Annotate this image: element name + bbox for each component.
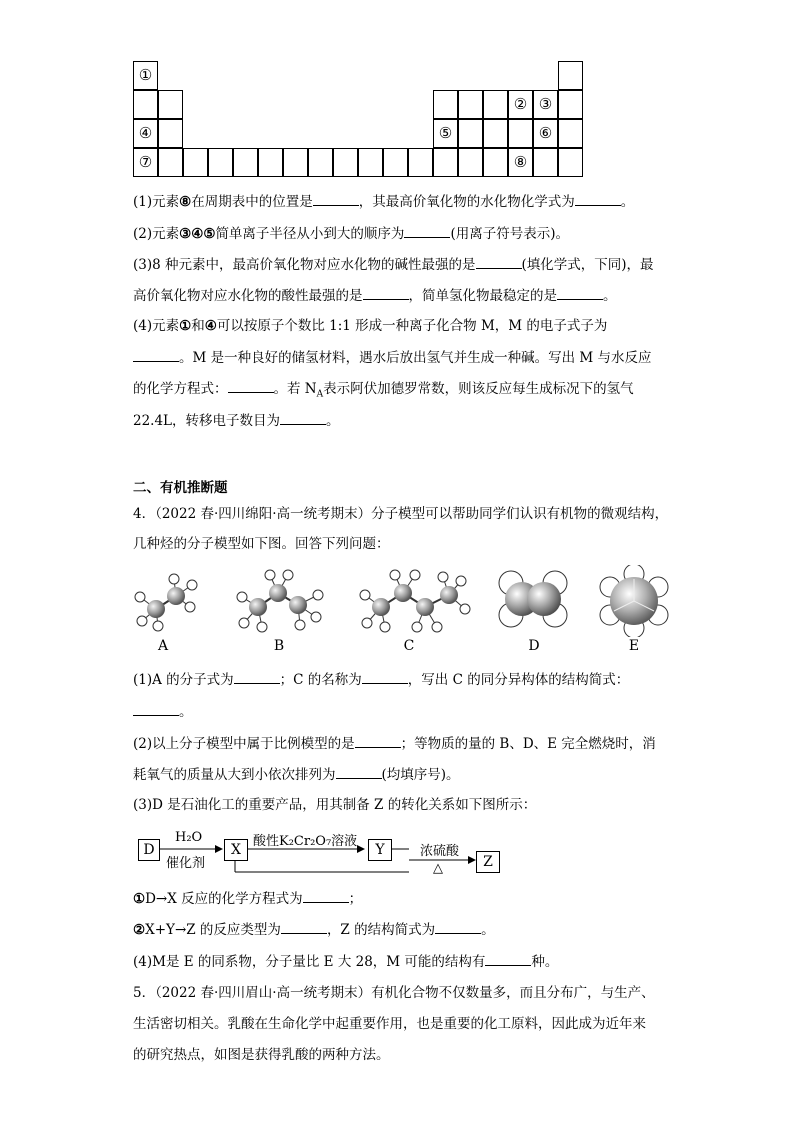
molecule-label-d: D bbox=[528, 638, 540, 654]
molecule-c-ball-stick bbox=[357, 565, 472, 637]
element-marker-4: ④ bbox=[133, 119, 158, 148]
periodic-table-cell bbox=[458, 148, 483, 177]
periodic-table-cell bbox=[558, 119, 583, 148]
q3-part4-line4: 22.4L，转移电子数目为 。 bbox=[133, 410, 340, 431]
answer-blank[interactable] bbox=[362, 669, 408, 684]
element-marker-8: ⑧ bbox=[508, 148, 533, 177]
flow-label-catalyst: 催化剂 bbox=[166, 856, 206, 871]
q4-part2-line1: (2)以上分子模型中属于比例模型的是 ；等物质的量的 B、D、E 完全燃烧时，消 bbox=[133, 733, 656, 754]
answer-blank[interactable] bbox=[280, 410, 326, 425]
molecule-e-space-filling bbox=[598, 565, 670, 637]
periodic-table-cell bbox=[408, 148, 433, 177]
q4-part4: (4)M是 E 的同系物，分子量比 E 大 28，M 可能的结构有 种。 bbox=[133, 951, 558, 972]
answer-blank[interactable] bbox=[404, 223, 450, 238]
molecule-d-space-filling bbox=[497, 565, 569, 635]
element-marker-2: ② bbox=[508, 90, 533, 119]
q4-part2-line2: 耗氧气的质量从大到小依次排列为 (均填序号)。 bbox=[133, 764, 460, 785]
q4-part1-line2: 。 bbox=[133, 701, 193, 722]
q5-line3: 的研究热点，如图是获得乳酸的两种方法。 bbox=[133, 1047, 390, 1063]
periodic-table-cell bbox=[158, 119, 183, 148]
periodic-table-cell bbox=[283, 148, 308, 177]
periodic-table-cell bbox=[558, 61, 583, 90]
q3-part2: (2)元素③④⑤简单离子半径从小到大的顺序为 (用离子符号表示)。 bbox=[133, 223, 569, 244]
periodic-table-cell bbox=[458, 119, 483, 148]
periodic-table-cell bbox=[358, 148, 383, 177]
q4-part3: (3)D 是石油化工的重要产品，用其制备 Z 的转化关系如下图所示： bbox=[133, 797, 537, 813]
flow-label-heat: △ bbox=[433, 861, 443, 876]
periodic-table-cell bbox=[433, 148, 458, 177]
periodic-table-cell bbox=[483, 119, 508, 148]
answer-blank[interactable] bbox=[435, 919, 481, 934]
periodic-table-cell bbox=[508, 119, 533, 148]
answer-blank[interactable] bbox=[355, 733, 401, 748]
flow-label-oxidant: 酸性K₂Cr₂O₇溶液 bbox=[253, 834, 358, 849]
molecule-label-e: E bbox=[628, 638, 640, 654]
answer-blank[interactable] bbox=[281, 919, 327, 934]
answer-blank[interactable] bbox=[303, 888, 349, 903]
flow-box-d: D bbox=[138, 839, 160, 861]
q3-part4-line2: 。M 是一种良好的储氢材料，遇水后放出氢气并生成一种碱。写出 M 与水反应 bbox=[133, 347, 652, 368]
molecule-label-c: C bbox=[403, 638, 415, 654]
q4-intro-line2: 几种烃的分子模型如下图。回答下列问题： bbox=[133, 536, 390, 552]
q4-part1-line1: (1)A 的分子式为 ；C 的名称为 ，写出 C 的同分异构体的结构简式： bbox=[133, 669, 629, 690]
q3-part1: (1)元素⑧在周期表中的位置是 ，其最高价氧化物的水化物化学式为 。 bbox=[133, 191, 634, 212]
periodic-table-cell bbox=[158, 148, 183, 177]
answer-blank[interactable] bbox=[557, 285, 603, 300]
answer-blank[interactable] bbox=[575, 191, 621, 206]
periodic-table-cell bbox=[333, 148, 358, 177]
element-marker-3: ③ bbox=[533, 90, 558, 119]
q5-line1: 5．（2022 春·四川眉山·高一统考期末）有机化合物不仅数量多，而且分布广，与生产、 bbox=[133, 985, 655, 1001]
flow-box-y: Y bbox=[368, 839, 392, 861]
element-marker-7: ⑦ bbox=[133, 148, 158, 177]
q5-line2: 生活密切相关。乳酸在生命化学中起重要作用，也是重要的化工原料，因此成为近年来 bbox=[133, 1016, 646, 1032]
q3-part4-line3: 的化学方程式： 。若 $N_A$表示阿伏加德罗常数，则该反应每生成标况下的氢气 bbox=[133, 378, 634, 405]
periodic-table-cell bbox=[533, 148, 558, 177]
periodic-table-cell bbox=[258, 148, 283, 177]
answer-blank[interactable] bbox=[485, 951, 531, 966]
answer-blank[interactable] bbox=[476, 254, 522, 269]
element-marker-1: ① bbox=[133, 61, 158, 90]
periodic-table-cell bbox=[383, 148, 408, 177]
q3-part3-line2: 高价氧化物对应水化物的酸性最强的是 ，简单氢化物最稳定的是 。 bbox=[133, 285, 617, 306]
periodic-table-cell bbox=[558, 148, 583, 177]
molecule-label-b: B bbox=[273, 638, 285, 654]
molecule-label-a: A bbox=[157, 638, 169, 654]
q4-part3-sub2: ②X+Y→Z 的反应类型为 ，Z 的结构简式为 。 bbox=[133, 919, 495, 940]
answer-blank[interactable] bbox=[133, 701, 179, 716]
periodic-table-cell bbox=[208, 148, 233, 177]
q3-part3-line1: (3)8 种元素中，最高价氧化物对应水化物的碱性最强的是 (填化学式，下同)，最 bbox=[133, 254, 654, 275]
periodic-table-cell bbox=[483, 148, 508, 177]
flow-box-z: Z bbox=[476, 851, 500, 873]
periodic-table-cell bbox=[133, 90, 158, 119]
q3-part4-line1: (4)元素①和④可以按原子个数比 1:1 形成一种离子化合物 M，M 的电子式子为 bbox=[133, 318, 608, 334]
q4-intro-line1: 4．（2022 春·四川绵阳·高一统考期末）分子模型可以帮助同学们认识有机物的微观结构， bbox=[133, 506, 669, 522]
periodic-table-cell bbox=[158, 90, 183, 119]
periodic-table-cell bbox=[558, 90, 583, 119]
molecule-a-ball-stick bbox=[130, 565, 200, 635]
molecule-b-ball-stick bbox=[230, 565, 330, 637]
section-title: 二、有机推断题 bbox=[133, 480, 228, 496]
periodic-table-cell bbox=[308, 148, 333, 177]
answer-blank[interactable] bbox=[228, 378, 274, 393]
periodic-table-cell bbox=[458, 90, 483, 119]
q4-part3-sub1: ①D→X 反应的化学方程式为 ； bbox=[133, 888, 362, 909]
element-marker-6: ⑥ bbox=[533, 119, 558, 148]
periodic-table-cell bbox=[183, 148, 208, 177]
element-marker-5: ⑤ bbox=[433, 119, 458, 148]
answer-blank[interactable] bbox=[363, 285, 409, 300]
answer-blank[interactable] bbox=[133, 347, 179, 362]
flow-label-water: H₂O bbox=[175, 830, 203, 845]
answer-blank[interactable] bbox=[336, 764, 382, 779]
answer-blank[interactable] bbox=[313, 191, 359, 206]
flow-box-x: X bbox=[224, 839, 248, 861]
periodic-table-cell bbox=[433, 90, 458, 119]
answer-blank[interactable] bbox=[234, 669, 280, 684]
flow-label-sulfuric-acid: 浓硫酸 bbox=[420, 844, 460, 859]
periodic-table-cell bbox=[233, 148, 258, 177]
periodic-table-cell bbox=[483, 90, 508, 119]
